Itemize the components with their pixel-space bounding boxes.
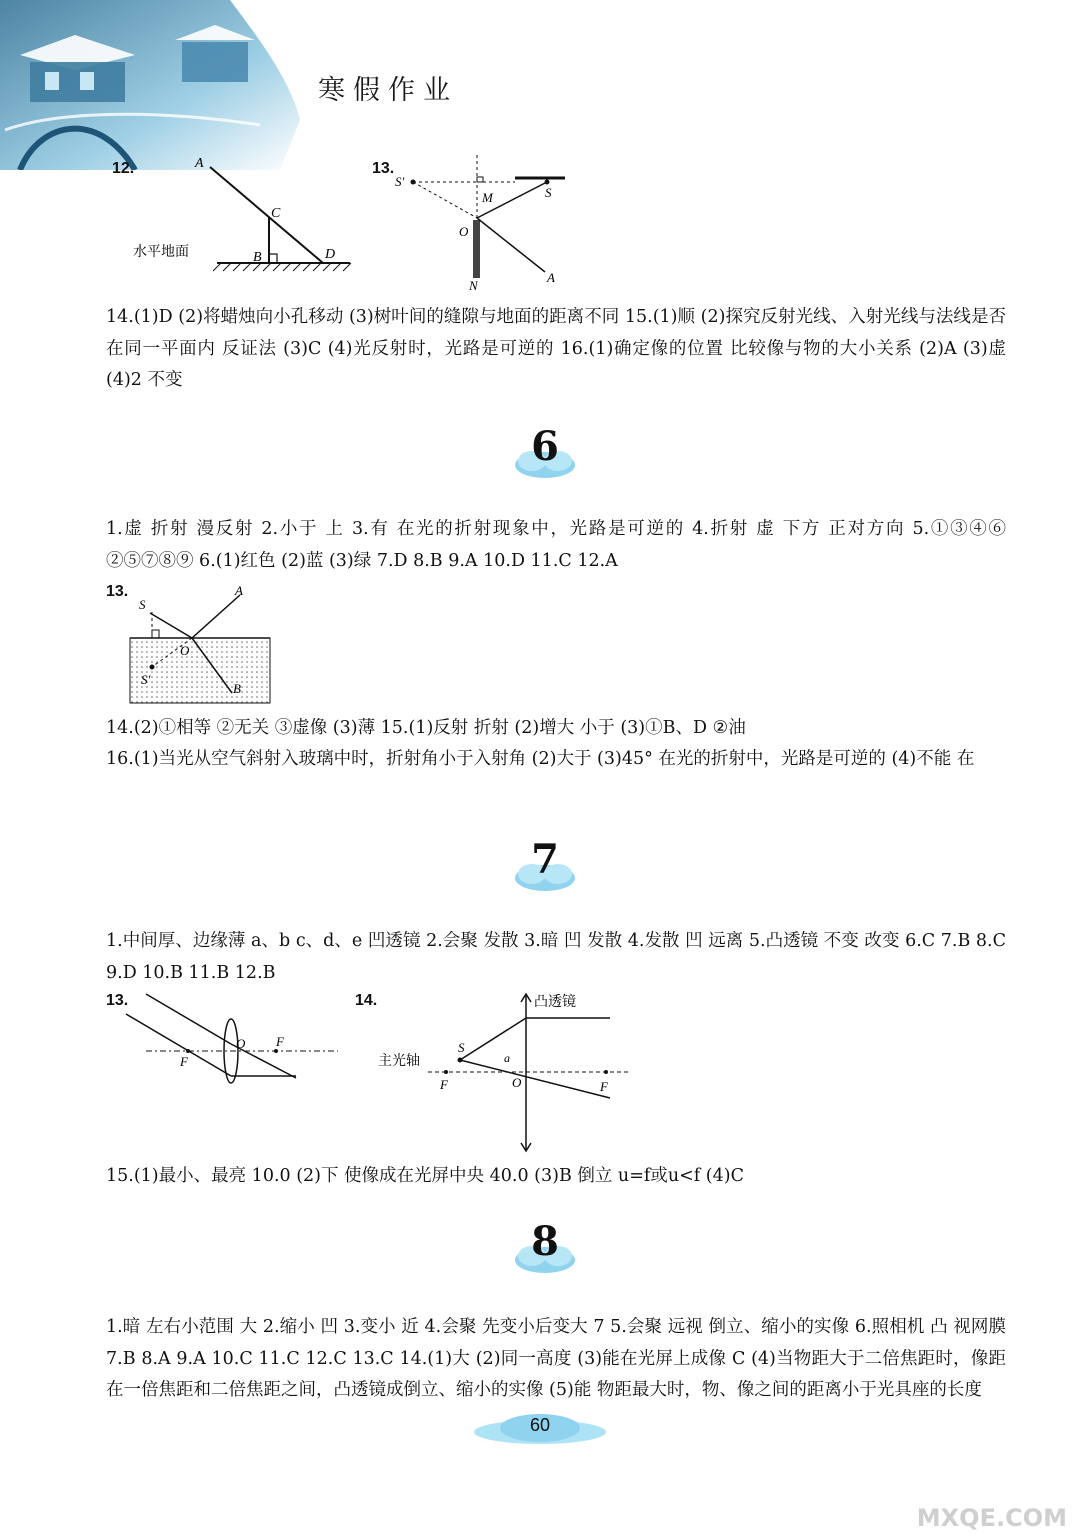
watermark-text: MXQE.COM [916,1504,1067,1532]
unit7-fig14-label: 14. [355,992,378,1009]
unit-number: 7 [531,836,559,883]
fig12-label: 12. [112,160,135,177]
fig13-point: S [545,185,552,200]
watermark [907,1452,1067,1532]
page-footer [470,1408,610,1448]
unit6-answers-c: 16.(1)当光从空气斜射入玻璃中时，折射角小于入射角 (2)大于 (3)45° 在光的折射中，光路是可逆的 (4)不能 在 [106,749,975,769]
fig-point: O [512,1075,522,1090]
unit6-answers-b: 14.(2)①相等 ②无关 ③虚像 (3)薄 15.(1)反射 折射 (2)增大 小于 (3)①B、D ②油 [106,718,746,738]
unit6-fig13-diagram [125,585,275,707]
answers-top: 14.(1)D (2)将蜡烛向小孔移动 (3)树叶间的缝隙与地面的距离不同 15.(1)顺 (2)探究反射光线、入射光线与法线是否在同一平面内 反证法 (3)C (4)光反射时，光路是可逆的 16.(1)确定像的位置 比较像与物的大小关系 (2)A (3)虚 (4)2 不变 [106,307,1006,390]
fig12-diagram [125,155,365,275]
unit7-answers-b: 15.(1)最小、最亮 10.0 (2)下 使像成在光屏中央 40.0 (3)B 倒立 u=f或u<f (4)C [106,1166,744,1186]
unit6-fig13-label: 13. [106,583,129,600]
fig13-point: O [459,224,469,239]
page-number: 60 [529,1415,551,1435]
fig13-top-diagram [385,150,585,290]
fig-point: F [180,1054,188,1069]
fig13-point: S′ [395,174,405,189]
fig-point: F [276,1034,284,1049]
unit8-answers: 1.暗 左右小范围 大 2.缩小 凹 3.变小 近 4.会聚 先变小后变大 7 5.会聚 远视 倒立、缩小的实像 6.照相机 凸 视网膜 7.B 8.A 9.A 10.C 11.C 12.C 13.C 14.(1)大 (2)同一高度 (3)能在光屏上成像 C (4)当物距大于二倍焦距时，像距在一倍焦距和二倍焦距之间，凸透镜成倒立、缩小的实像 (5)能 物距最大时，物、像之间的距离小于光具座的长度 [106,1317,1006,1400]
fig13-point: A [547,270,555,285]
fig-point: S [139,597,146,612]
unit6-answers-a: 1.虚 折射 漫反射 2.小于 上 3.有 在光的折射现象中，光路是可逆的 4.折射 虚 下方 正对方向 5.①③④⑥ ②⑤⑦⑧⑨ 6.(1)红色 (2)蓝 (3)绿 7.D 8.B 9.A 10.D 11.C 12.A [106,519,1006,571]
unit7-fig13-diagram [118,990,343,1095]
unit7-fig14-diagram [378,990,638,1155]
fig14-axis-label: 主光轴 [378,1053,420,1069]
fig-point: F [600,1079,608,1094]
fig12-point: A [195,156,204,171]
unit-6-badge [510,425,580,485]
fig-point: O [180,643,190,658]
fig13-top-label: 13. [372,160,395,177]
fig13-point: M [482,190,493,205]
header-title: 寒假作业 [318,75,458,106]
fig-point: F [440,1077,448,1092]
fig-point: A [235,585,243,598]
fig12-point: C [271,206,281,221]
fig-point: S [458,1040,465,1055]
unit-8-badge [510,1220,580,1280]
unit7-fig13-label: 13. [106,992,129,1009]
fig-point: O [236,1036,246,1051]
header-illustration [0,0,300,170]
fig12-point: B [253,250,262,265]
fig13-point: N [469,278,478,290]
fig14-lens-label: 凸透镜 [534,994,576,1010]
unit-number: 8 [531,1218,559,1265]
fig12-point: D [325,247,336,262]
fig-point: S′ [141,672,151,687]
unit7-answers-a: 1.中间厚、边缘薄 a、b c、d、e 凹透镜 2.会聚 发散 3.暗 凹 发散 4.发散 凹 远离 5.凸透镜 不变 改变 6.C 7.B 8.C 9.D 10.B 11.B 12.B [106,931,1006,983]
fig12-ground-label: 水平地面 [133,244,189,260]
unit-number: 6 [531,423,559,470]
unit-7-badge [510,838,580,898]
fig-point: a [504,1051,510,1065]
fig-point: B [233,681,241,696]
